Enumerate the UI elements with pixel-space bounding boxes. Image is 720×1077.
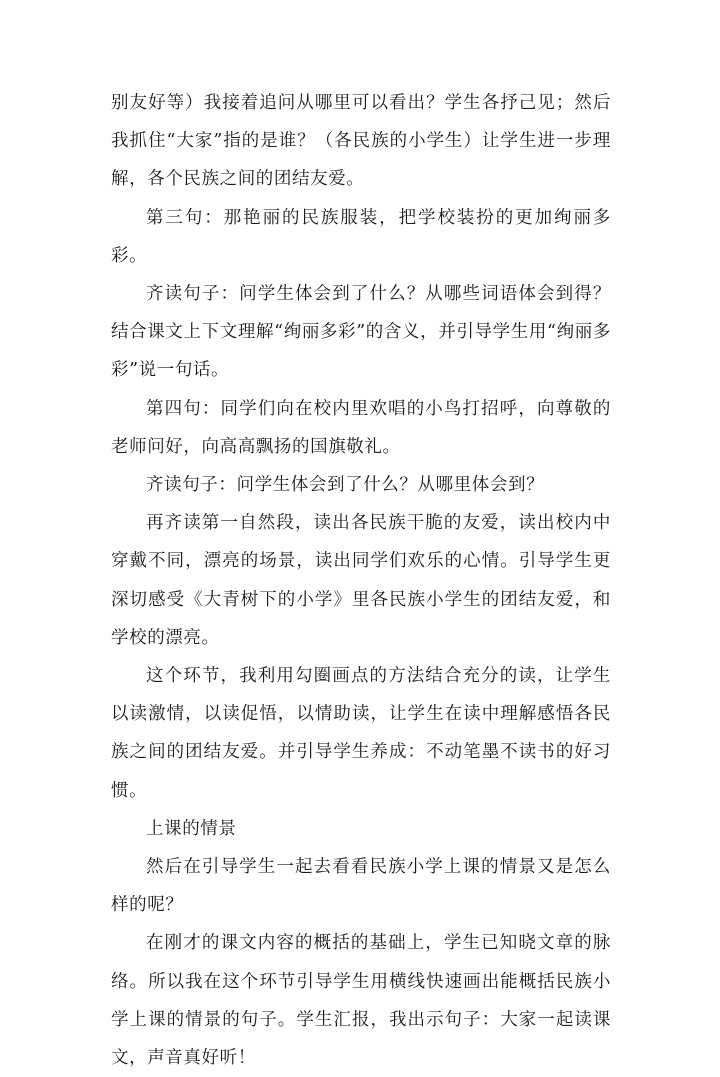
paragraph: 然后在引导学生一起去看看民族小学上课的情景又是怎么样的呢？ (111, 857, 611, 916)
paragraph: 这个环节，我利用勾圈画点的方法结合充分的读，让学生以读激情，以读促悟，以情助读，让学生在读中理解感悟各民族之间的团结友爱。并引导学生养成：不动笔墨不读书的好习惯。 (111, 666, 611, 801)
paragraph: 别友好等）我接着追问从哪里可以看出？学生各抒己见；然后我抓住“大家”指的是谁？（各民族的小学生）让学生进一步理解，各个民族之间的团结友爱。 (111, 93, 611, 190)
document-body (111, 84, 611, 1077)
paragraph: 第四句：同学们向在校内里欢唱的小鸟打招呼，向尊敬的老师问好，向高高飘扬的国旗敬礼。 (111, 398, 611, 457)
paragraph: 再齐读第一自然段，读出各民族干脆的友爱，读出校内中穿戴不同，漂亮的场景，读出同学们欢乐的心情。引导学生更深切感受《大青树下的小学》里各民族小学生的团结友爱，和学校的漂亮。 (111, 513, 611, 648)
section-heading: 上课的情景 (146, 818, 237, 839)
paragraph: 齐读句子：问学生体会到了什么？从哪里体会到？ (146, 475, 545, 496)
paragraph: 在刚才的课文内容的概括的基础上，学生已知晓文章的脉络。所以我在这个环节引导学生用横线快速画出能概括民族小学上课的情景的句子。学生汇报，我出示句子：大家一起读课文，声音真好听！ (111, 933, 611, 1069)
paragraph: 齐读句子：问学生体会到了什么？从哪些词语体会到得？结合课文上下文理解“绚丽多彩”的含义，并引导学生用“绚丽多彩”说一句话。 (111, 284, 611, 381)
paragraph: 第三句：那艳丽的民族服装，把学校装扮的更加绚丽多彩。 (111, 207, 611, 266)
